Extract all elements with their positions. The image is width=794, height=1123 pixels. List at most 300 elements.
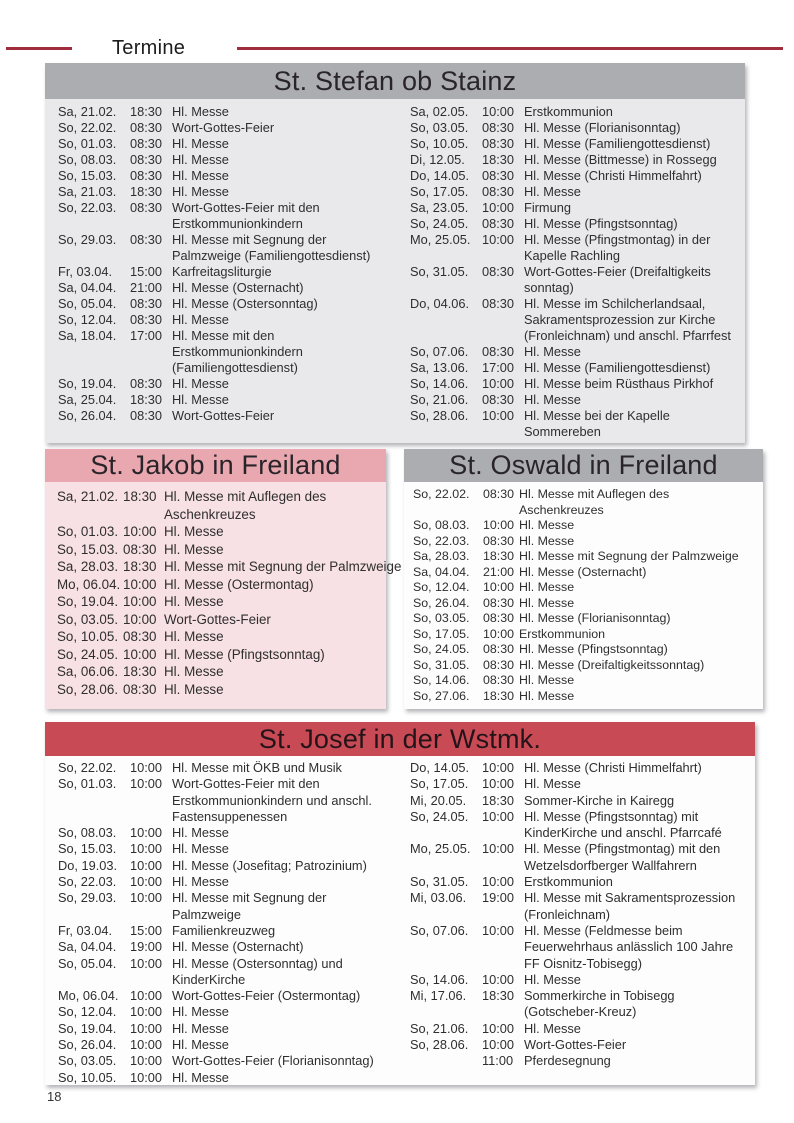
section-title-st-stefan: St. Stefan ob Stainz: [45, 63, 745, 99]
row-event: Hl. Messe: [519, 595, 575, 610]
row-time: 08:30: [482, 120, 515, 135]
row-time: 17:00: [130, 328, 163, 343]
row-event: Hl. Messe: [172, 1037, 229, 1053]
row-event: Hl. Messe: [519, 673, 575, 687]
section-body-st-jakob: [45, 482, 402, 709]
schedule-row: [58, 152, 410, 168]
row-event: Hl. Messe: [524, 184, 581, 199]
row-date: So, 31.05.: [410, 264, 469, 279]
row-time: 10:00: [130, 1020, 163, 1036]
schedule-row: [58, 1053, 410, 1069]
row-time: 18:30: [482, 792, 515, 808]
row-event: Hl. Messe: [524, 344, 581, 359]
row-event: Firmung: [524, 200, 571, 215]
row-event: Wort-Gottes-Feier: [524, 1037, 627, 1053]
row-event: Wort-Gottes-Feier: [164, 611, 271, 627]
row-event: Hl. Messe: [519, 688, 575, 703]
schedule-row: [410, 296, 745, 344]
row-event: Hl. Messe: [524, 1020, 581, 1036]
schedule-row: [57, 488, 386, 523]
row-time: 10:00: [123, 576, 157, 592]
schedule-row: [413, 518, 763, 534]
row-date: So, 19.04.: [58, 1020, 117, 1036]
row-time: 10:00: [123, 611, 157, 627]
row-event: Hl. Messe (Florianisonntag): [524, 120, 681, 135]
schedule-row: [410, 890, 755, 923]
row-date: So, 22.02.: [413, 487, 470, 501]
row-date: So, 22.03.: [58, 200, 117, 215]
row-event: Hl. Messe mit Segnung der Palmzweige: [519, 549, 739, 563]
row-date: So, 10.05.: [58, 1069, 117, 1085]
row-event: Hl. Messe: [519, 580, 575, 594]
row-date: Sa, 21.02.: [58, 104, 117, 119]
schedule-row: [57, 646, 386, 664]
row-date: So, 24.05.: [410, 216, 469, 231]
row-event: Hl. Messe: [172, 1004, 229, 1020]
row-event: Erstkommunion: [524, 104, 613, 119]
row-time: 08:30: [483, 595, 515, 610]
row-event: Hl. Messe beim Rüsthaus Pirkhof: [524, 376, 714, 391]
row-date: So, 01.03.: [58, 136, 117, 151]
schedule-row: [57, 663, 386, 681]
row-time: 10:00: [482, 232, 515, 247]
schedule-row: [410, 793, 755, 809]
schedule-row: [58, 988, 410, 1004]
schedule-row: [410, 216, 745, 232]
row-date: Sa, 21.03.: [58, 184, 117, 199]
row-time: 10:00: [482, 1020, 515, 1036]
row-event: Hl. Messe: [172, 874, 229, 890]
row-event: Hl. Messe: [172, 104, 229, 119]
row-date: Fr, 03.04.: [58, 264, 113, 279]
row-time: 08:30: [130, 408, 163, 423]
row-date: So, 12.04.: [413, 580, 470, 594]
row-time: 10:00: [483, 580, 515, 594]
row-time: 08:30: [482, 296, 515, 311]
row-event: Hl. Messe (Pfingstsonntag): [519, 642, 668, 656]
page-heading: Termine: [112, 37, 186, 59]
row-event: Hl. Messe mit Segnung der Palmzweige: [164, 559, 402, 574]
row-date: So, 26.04.: [58, 1037, 117, 1053]
schedule-row: [410, 988, 755, 1021]
row-date: So, 22.02.: [58, 760, 117, 775]
row-event: Hl. Messe: [172, 1069, 229, 1085]
schedule-column: [410, 104, 745, 440]
row-date: So, 12.04.: [58, 1004, 117, 1020]
schedule-row: [58, 841, 410, 857]
row-event: Hl. Messe (Dreifaltigkeitssonntag): [519, 657, 705, 672]
row-date: Sa, 04.04.: [58, 939, 117, 955]
schedule-row: [413, 658, 763, 674]
row-date: So, 22.03.: [413, 533, 470, 548]
row-time: 08:30: [483, 657, 515, 672]
schedule-row: [410, 408, 745, 440]
row-event: Hl. Messe (Osternacht): [172, 280, 304, 295]
row-time: 19:00: [482, 890, 515, 906]
row-time: 10:00: [482, 874, 515, 890]
row-time: 10:00: [482, 922, 515, 938]
row-time: 17:00: [482, 360, 515, 375]
row-time: 08:30: [130, 136, 163, 151]
row-event: Wort-Gottes-Feier: [172, 408, 275, 423]
row-time: 10:00: [482, 841, 515, 857]
schedule-row: [57, 611, 386, 629]
page-number: 18: [47, 1089, 62, 1104]
schedule-column: [57, 488, 402, 698]
row-date: So, 21.06.: [410, 1020, 469, 1036]
schedule-row: [58, 200, 410, 232]
row-event: Hl. Messe: [524, 392, 581, 407]
row-event: Wort-Gottes-Feier mit den Erstkommunionkindern: [172, 200, 320, 231]
row-event: Wort-Gottes-Feier (Ostermontag): [172, 988, 361, 1004]
schedule-row: [58, 1037, 410, 1053]
schedule-row: [58, 956, 410, 989]
row-date: So, 17.05.: [413, 626, 470, 641]
row-event: Wort-Gottes-Feier (Florianisonntag): [172, 1053, 374, 1069]
row-time: 10:00: [483, 518, 515, 532]
row-date: Sa, 21.02.: [57, 489, 119, 504]
section-body-st-stefan: [45, 99, 745, 443]
schedule-row: [58, 168, 410, 184]
row-time: 08:30: [130, 200, 163, 215]
row-time: 08:30: [482, 168, 515, 183]
row-date: Sa, 13.06.: [410, 360, 469, 375]
row-time: 18:30: [123, 489, 157, 504]
schedule-row: [410, 874, 755, 890]
row-event: Hl. Messe (Familiengottesdienst): [524, 360, 711, 375]
schedule-row: [410, 360, 745, 376]
row-date: So, 15.03.: [58, 168, 117, 183]
schedule-row: [58, 264, 410, 280]
schedule-column: [413, 487, 763, 704]
row-time: 08:30: [482, 136, 515, 151]
row-time: 10:00: [123, 594, 157, 609]
row-time: 10:00: [130, 955, 163, 971]
row-event: Erstkommunion: [519, 626, 606, 641]
schedule-row: [410, 776, 755, 792]
row-time: 10:00: [130, 1053, 163, 1069]
row-date: Sa, 04.04.: [413, 564, 470, 579]
row-date: So, 12.04.: [58, 312, 117, 327]
row-event: Hl. Messe (Ostersonntag): [172, 296, 318, 311]
schedule-row: [410, 1037, 755, 1053]
row-event: Hl. Messe: [172, 168, 229, 183]
row-event: Wort-Gottes-Feier (Dreifaltigkeits sonntag): [524, 264, 711, 295]
schedule-row: [410, 376, 745, 392]
row-time: 10:00: [482, 1037, 515, 1053]
schedule-row: [57, 593, 386, 611]
section-body-st-oswald: [404, 482, 763, 709]
row-time: 08:30: [482, 392, 515, 407]
row-time: 08:30: [482, 184, 515, 199]
schedule-row: [58, 232, 410, 264]
row-time: 11:00: [482, 1053, 514, 1069]
row-date: So, 27.06.: [413, 688, 470, 703]
schedule-row: [58, 776, 410, 825]
row-event: Hl. Messe (Florianisonntag): [519, 611, 671, 625]
row-date: Do, 14.05.: [410, 168, 470, 183]
row-time: 08:30: [483, 673, 515, 687]
row-event: Sommer-Kirche in Kairegg: [524, 792, 675, 808]
row-event: Hl. Messe mit ÖKB und Musik: [172, 760, 342, 775]
row-date: So, 10.05.: [410, 136, 469, 151]
schedule-row: [413, 565, 763, 581]
section-st-josef: [45, 722, 755, 1085]
row-event: Erstkommunion: [524, 874, 613, 890]
row-date: So, 28.06.: [410, 1037, 469, 1053]
row-event: Hl. Messe im Schilcherlandsaal, Sakramentsprozession zur Kirche (Fronleichnam) und anschl. Pfarrfest: [524, 296, 731, 343]
row-date: Di, 12.05.: [410, 152, 465, 167]
row-event: Hl. Messe (Familiengottesdienst): [524, 136, 711, 151]
heading-rule-left: [6, 47, 72, 50]
row-date: So, 29.03.: [58, 890, 117, 906]
row-date: So, 17.05.: [410, 184, 469, 199]
section-title-st-oswald: St. Oswald in Freiland: [404, 449, 763, 482]
row-event: Hl. Messe (Pfingstsonntag): [164, 646, 325, 662]
row-date: So, 22.02.: [58, 120, 117, 135]
schedule-row: [410, 344, 745, 360]
schedule-row: [410, 264, 745, 296]
schedule-row: [410, 168, 745, 184]
row-time: 08:30: [482, 264, 515, 279]
row-date: So, 05.04.: [58, 296, 117, 311]
row-time: 21:00: [483, 564, 515, 579]
section-st-stefan: [45, 63, 745, 443]
schedule-row: [58, 858, 410, 874]
schedule-row: [58, 392, 410, 408]
row-event: Pferdesegnung: [524, 1053, 611, 1069]
section-body-st-josef: [45, 756, 755, 1085]
schedule-row: [410, 1053, 755, 1069]
schedule-row: [413, 549, 763, 565]
row-event: Hl. Messe (Feldmesse beim Feuerwehrhaus anlässlich 100 Jahre FF Oisnitz-Tobisegg): [524, 922, 734, 971]
row-time: 10:00: [482, 104, 515, 119]
row-time: 08:30: [483, 611, 515, 625]
schedule-row: [57, 576, 386, 594]
schedule-row: [413, 611, 763, 627]
row-date: So, 01.03.: [57, 524, 119, 539]
row-time: 08:30: [130, 152, 163, 167]
row-time: 08:30: [130, 312, 163, 327]
schedule-row: [58, 104, 410, 120]
row-event: Hl. Messe (Pfingstmontag) mit den Wetzelsdorfberger Wallfahrern: [524, 841, 721, 873]
row-date: So, 21.06.: [410, 392, 469, 407]
row-event: Sommerkirche in Tobisegg (Gotscheber-Kreuz): [524, 988, 675, 1020]
row-date: So, 28.06.: [410, 408, 469, 423]
row-date: So, 26.04.: [413, 595, 470, 610]
schedule-row: [57, 523, 386, 541]
row-date: So, 07.06.: [410, 344, 469, 359]
row-event: Hl. Messe: [172, 312, 229, 327]
schedule-row: [58, 825, 410, 841]
section-title-st-jakob: St. Jakob in Freiland: [45, 449, 386, 482]
row-time: 10:00: [130, 857, 163, 873]
row-event: Hl. Messe mit Segnung der Palmzweige: [172, 890, 327, 922]
row-time: 18:30: [483, 688, 515, 703]
row-date: Sa, 28.03.: [57, 559, 119, 574]
row-time: 18:30: [123, 559, 157, 574]
row-time: 18:30: [130, 392, 163, 407]
row-time: 10:00: [130, 841, 163, 857]
row-time: 08:30: [130, 232, 163, 247]
row-event: Hl. Messe: [172, 376, 229, 391]
row-date: So, 07.06.: [410, 922, 469, 938]
schedule-row: [58, 923, 410, 939]
row-date: Mo, 06.04.: [58, 988, 119, 1004]
row-event: Hl. Messe: [519, 518, 575, 532]
schedule-row: [58, 328, 410, 376]
row-date: Sa, 18.04.: [58, 328, 117, 343]
row-event: Hl. Messe: [172, 152, 229, 167]
row-event: Hl. Messe (Pfingstsonntag): [524, 216, 678, 231]
row-date: Sa, 04.04.: [58, 280, 117, 295]
schedule-row: [58, 1070, 410, 1086]
schedule-row: [413, 689, 763, 705]
row-event: Hl. Messe (Ostersonntag) und KinderKirche: [172, 955, 343, 987]
row-event: Hl. Messe: [524, 776, 581, 792]
row-date: So, 15.03.: [57, 541, 119, 557]
row-time: 10:00: [130, 776, 163, 792]
row-time: 10:00: [130, 1069, 163, 1085]
row-event: Hl. Messe: [172, 392, 229, 407]
row-event: Hl. Messe mit Sakramentsprozession (Fronleichnam): [524, 890, 736, 922]
schedule-row: [58, 184, 410, 200]
row-event: Hl. Messe: [164, 594, 224, 609]
row-time: 21:00: [130, 280, 163, 295]
schedule-row: [410, 972, 755, 988]
schedule-row: [410, 760, 755, 776]
row-time: 10:00: [130, 988, 163, 1004]
row-time: 18:30: [482, 152, 515, 167]
row-date: So, 29.03.: [58, 232, 117, 247]
row-date: So, 31.05.: [413, 657, 470, 672]
row-event: Hl. Messe: [172, 841, 229, 857]
row-date: Sa, 28.03.: [413, 549, 470, 563]
row-date: So, 05.04.: [58, 955, 117, 971]
row-time: 10:00: [130, 825, 163, 841]
row-event: Hl. Messe: [164, 664, 224, 679]
row-time: 08:30: [482, 344, 515, 359]
row-time: 10:00: [130, 1004, 163, 1020]
row-time: 08:30: [483, 642, 515, 656]
row-time: 10:00: [482, 760, 515, 775]
schedule-row: [413, 534, 763, 550]
row-event: Hl. Messe: [172, 136, 229, 151]
row-event: Hl. Messe: [172, 825, 229, 841]
row-date: So, 08.03.: [413, 518, 470, 532]
row-date: So, 03.05.: [58, 1053, 117, 1069]
schedule-row: [413, 673, 763, 689]
row-time: 15:00: [130, 264, 163, 279]
row-time: 08:30: [130, 168, 163, 183]
section-st-oswald: [404, 449, 763, 709]
schedule-row: [58, 136, 410, 152]
row-event: Hl. Messe (Christi Himmelfahrt): [524, 168, 702, 183]
row-date: So, 19.04.: [58, 376, 117, 391]
schedule-row: [413, 642, 763, 658]
row-date: So, 03.05.: [413, 611, 470, 625]
schedule-row: [410, 923, 755, 972]
row-date: Sa, 23.05.: [410, 200, 469, 215]
schedule-row: [410, 184, 745, 200]
row-date: So, 15.03.: [58, 841, 117, 857]
row-event: Hl. Messe (Ostermontag): [164, 576, 314, 592]
row-event: Hl. Messe: [524, 971, 581, 987]
row-event: Hl. Messe mit den Erstkommunionkindern (Familiengottesdienst): [172, 328, 303, 375]
row-event: Hl. Messe: [172, 184, 229, 199]
row-date: So, 03.05.: [57, 611, 119, 627]
schedule-row: [58, 408, 410, 424]
row-time: 10:00: [482, 971, 515, 987]
row-time: 10:00: [482, 200, 515, 215]
row-event: Hl. Messe bei der Kapelle Sommereben: [524, 408, 670, 439]
row-date: Sa, 02.05.: [410, 104, 469, 119]
schedule-row: [58, 939, 410, 955]
row-event: Hl. Messe: [164, 524, 224, 539]
row-time: 10:00: [482, 376, 515, 391]
row-time: 10:00: [130, 1037, 163, 1053]
row-event: Karfreitagsliturgie: [172, 264, 272, 279]
row-date: So, 10.05.: [57, 629, 119, 644]
row-event: Hl. Messe: [164, 541, 224, 557]
row-date: So, 22.03.: [58, 874, 117, 890]
section-title-st-josef: St. Josef in der Wstmk.: [45, 722, 755, 756]
row-date: Do, 19.03.: [58, 857, 118, 873]
row-time: 08:30: [483, 487, 515, 501]
schedule-row: [57, 681, 386, 699]
row-event: Hl. Messe: [519, 533, 575, 548]
row-time: 10:00: [130, 890, 163, 906]
row-time: 10:00: [482, 776, 515, 792]
row-time: 08:30: [483, 533, 515, 548]
row-event: Hl. Messe (Josefitag; Patrozinium): [172, 857, 367, 873]
row-event: Hl. Messe mit Auflegen des Aschenkreuzes: [519, 487, 670, 517]
schedule-row: [58, 280, 410, 296]
row-time: 10:00: [482, 808, 515, 824]
schedule-row: [410, 136, 745, 152]
row-date: So, 08.03.: [58, 152, 117, 167]
row-event: Hl. Messe: [164, 681, 224, 697]
row-time: 08:30: [482, 216, 515, 231]
row-date: So, 14.06.: [410, 971, 469, 987]
row-time: 08:30: [123, 629, 157, 644]
row-time: 10:00: [482, 408, 515, 423]
row-time: 10:00: [130, 874, 163, 890]
row-date: So, 17.05.: [410, 776, 469, 792]
row-event: Hl. Messe mit Auflegen des Aschenkreuzes: [164, 489, 327, 522]
schedule-row: [58, 120, 410, 136]
schedule-column: [58, 104, 410, 424]
row-date: So, 31.05.: [410, 874, 469, 890]
row-time: 08:30: [123, 681, 157, 697]
row-date: So, 14.06.: [410, 376, 469, 391]
schedule-row: [410, 200, 745, 216]
row-event: Wort-Gottes-Feier: [172, 120, 275, 135]
schedule-row: [413, 580, 763, 596]
row-time: 18:30: [482, 988, 515, 1004]
row-date: Mi, 03.06.: [410, 890, 467, 906]
schedule-row: [58, 1004, 410, 1020]
row-date: So, 08.03.: [58, 825, 117, 841]
row-event: Hl. Messe (Christi Himmelfahrt): [524, 760, 702, 775]
schedule-row: [410, 152, 745, 168]
row-date: So, 19.04.: [57, 594, 119, 609]
row-event: Hl. Messe: [172, 1020, 229, 1036]
row-date: Do, 14.05.: [410, 760, 470, 775]
row-date: Mo, 06.04.: [57, 576, 121, 592]
schedule-row: [58, 890, 410, 923]
row-time: 18:30: [123, 664, 157, 679]
